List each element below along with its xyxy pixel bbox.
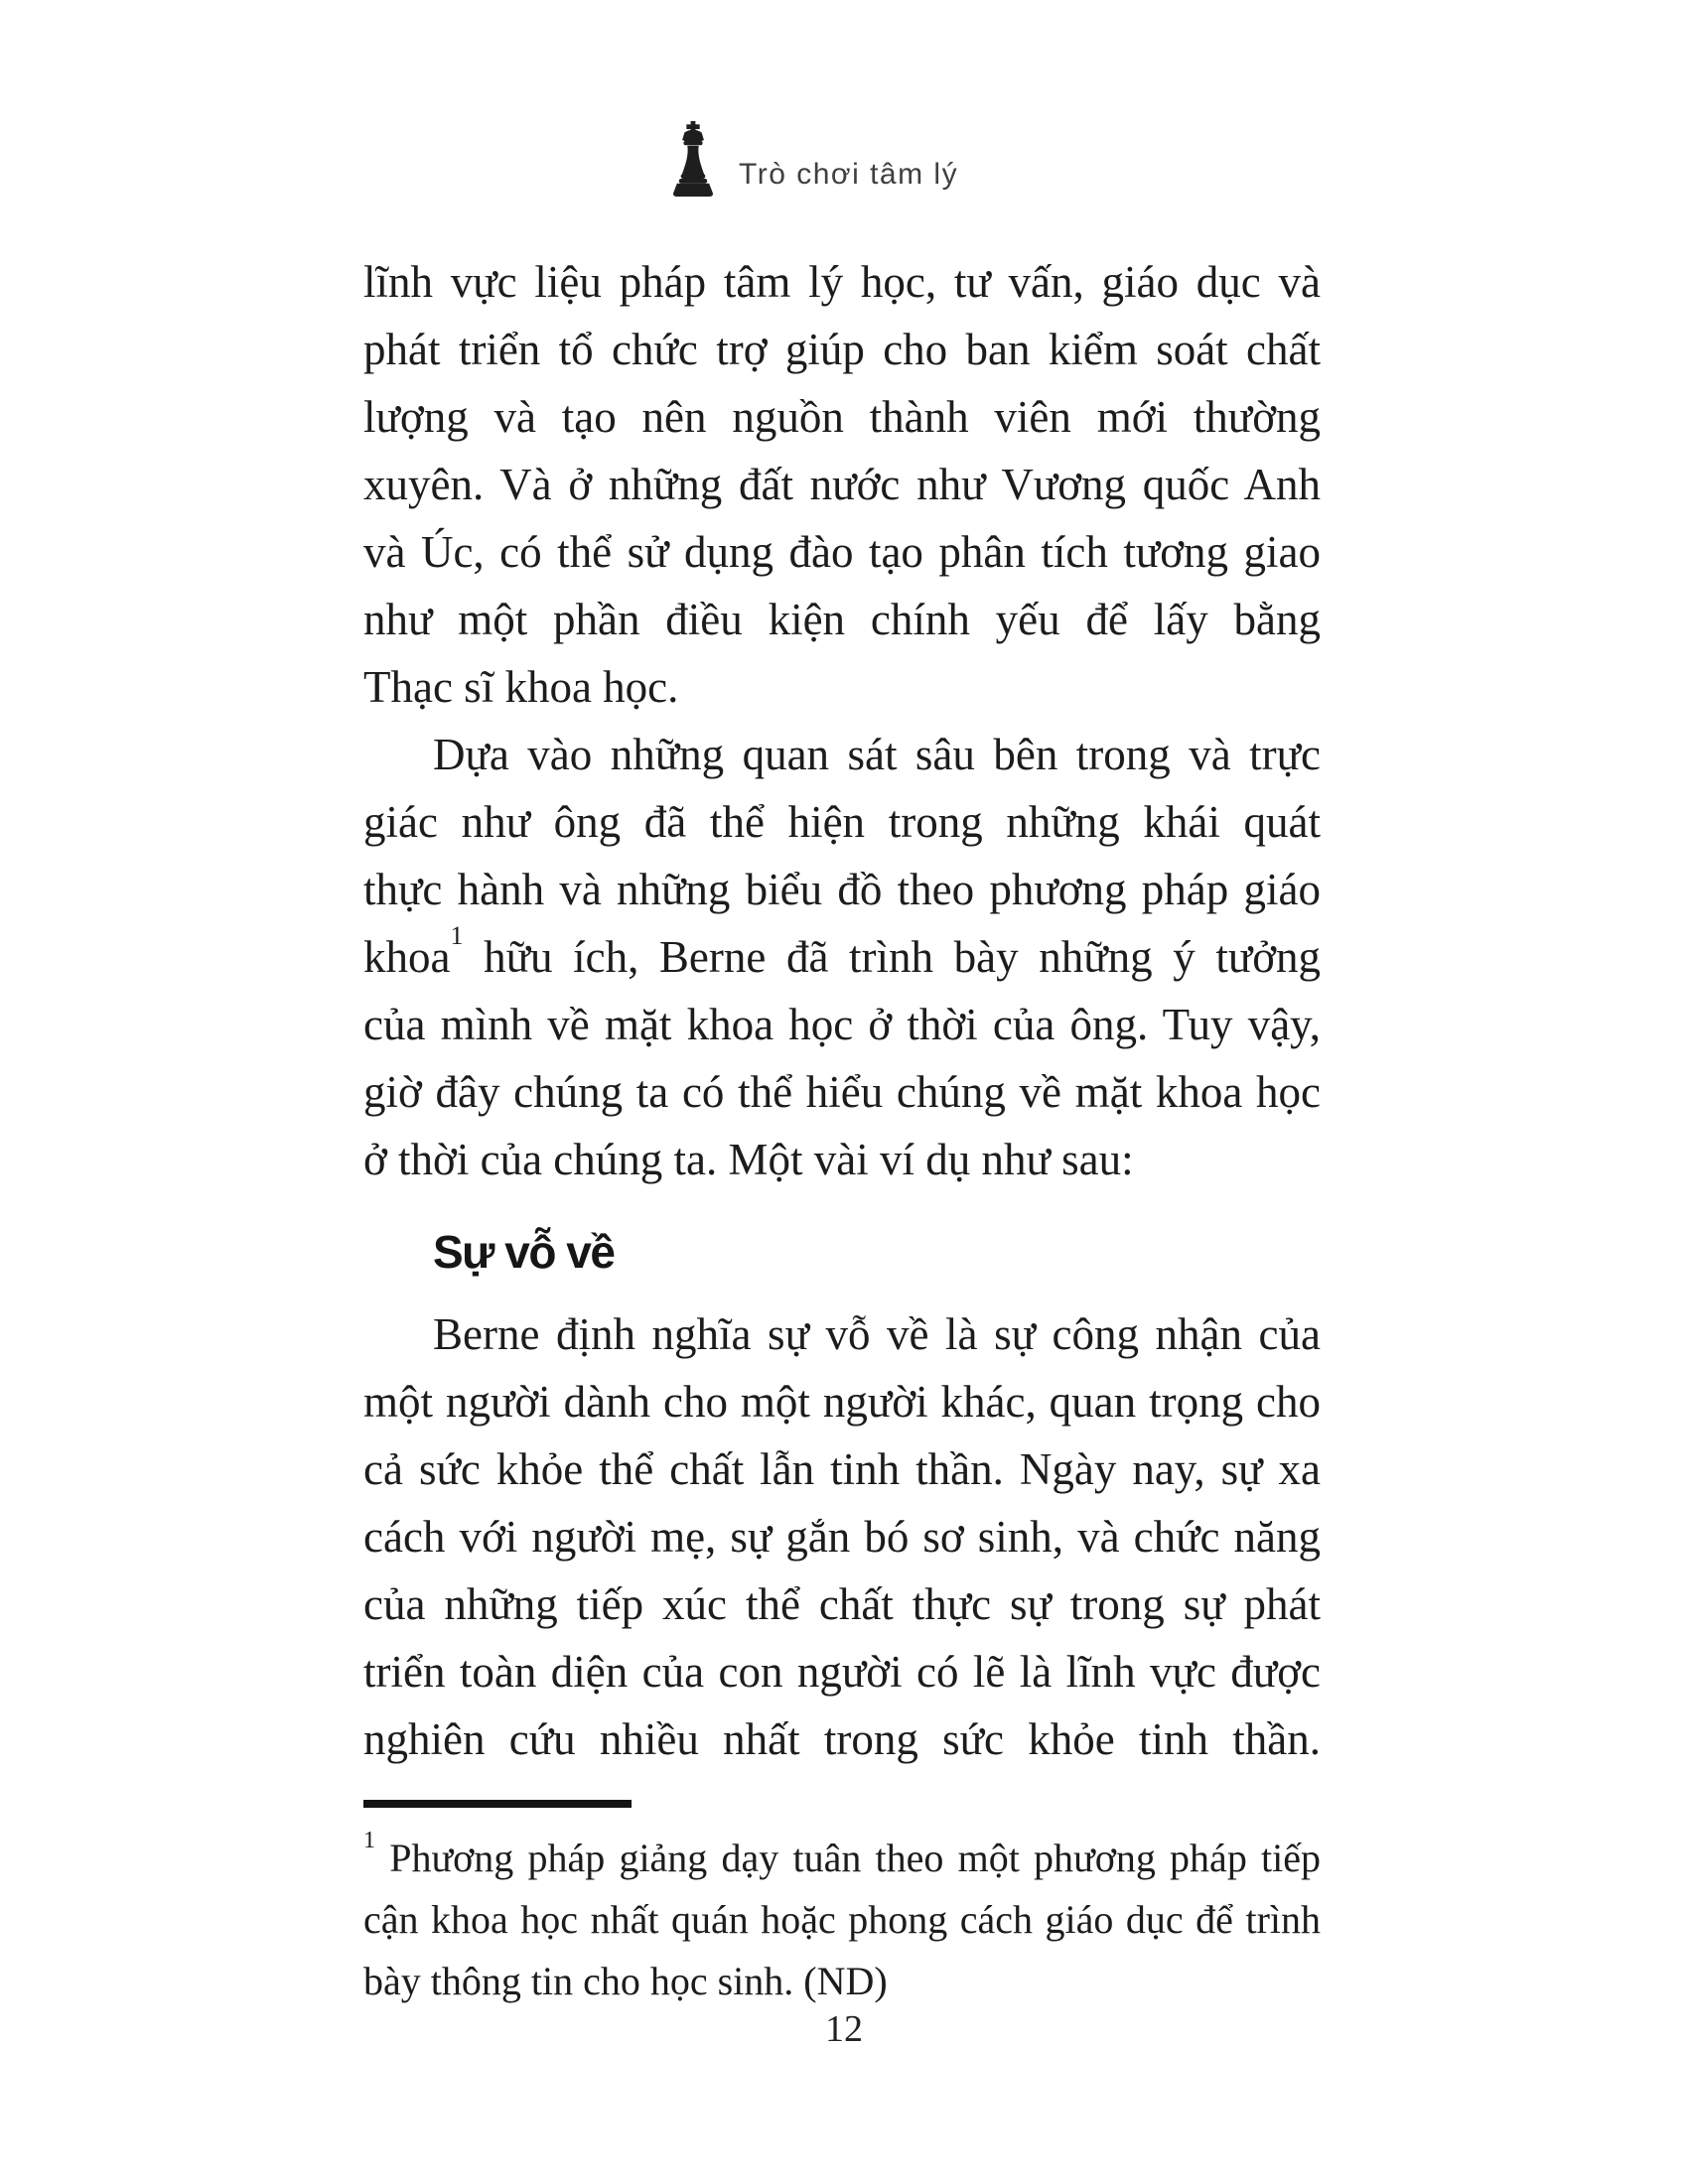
text-line: xuyên. Và ở những đất nước như Vương quốc Anh [363, 460, 1321, 509]
text-line: và Úc, có thể sử dụng đào tạo phân tích tương giao [363, 527, 1321, 577]
paragraph-2 [363, 721, 1321, 1193]
text-line: thực hành và những biểu đồ theo phương pháp giáo [363, 865, 1321, 914]
page-number: 12 [825, 2008, 863, 2050]
text-span: khoa [363, 932, 451, 982]
section-heading: Sự vỗ về [433, 1226, 615, 1278]
paragraph-3 [363, 1300, 1321, 1773]
chess-king-icon [671, 121, 715, 197]
footnote-line [363, 1828, 1321, 1889]
text-line: ở thời của chúng ta. Một vài ví dụ như sau: [363, 1135, 1134, 1184]
footnote-marker: 1 [363, 1828, 375, 1854]
text-line: giác như ông đã thể hiện trong những khái quát [363, 797, 1321, 847]
text-span: hữu ích, Berne đã trình bày những ý tưởng [484, 932, 1322, 982]
footnote [363, 1828, 1321, 2012]
text-line: một người dành cho một người khác, quan trọng cho [363, 1377, 1321, 1427]
text-line: lĩnh vực liệu pháp tâm lý học, tư vấn, giáo dục và [363, 257, 1321, 307]
text-span: Phương pháp giảng dạy tuân theo một phương pháp tiếp [389, 1836, 1321, 1880]
text-line [363, 923, 1321, 991]
text-line: của những tiếp xúc thể chất thực sự trong sự phát [363, 1579, 1321, 1629]
page-header [671, 121, 958, 197]
footnote-line: cận khoa học nhất quán hoặc phong cách giáo dục để trình [363, 1897, 1321, 1942]
text-line: lượng và tạo nên nguồn thành viên mới thường [363, 392, 1321, 442]
text-line: như một phần điều kiện chính yếu để lấy bằng [363, 595, 1321, 644]
text-line: cả sức khỏe thể chất lẫn tinh thần. Ngày nay, sự xa [363, 1444, 1321, 1494]
text-line: giờ đây chúng ta có thể hiểu chúng về mặt khoa học [363, 1067, 1321, 1117]
footnote-line: bày thông tin cho học sinh. (ND) [363, 1959, 888, 2003]
text-line: triển toàn diện của con người có lẽ là lĩnh vực được [363, 1647, 1321, 1697]
text-line: nghiên cứu nhiều nhất trong sức khỏe tinh thần. [363, 1714, 1321, 1764]
text-line: phát triển tổ chức trợ giúp cho ban kiểm soát chất [363, 325, 1321, 374]
running-header-title: Trò chơi tâm lý [739, 158, 959, 191]
footnote-reference-mark: 1 [450, 921, 464, 951]
text-line: cách với người mẹ, sự gắn bó sơ sinh, và chức năng [363, 1512, 1321, 1562]
text-line: Dựa vào những quan sát sâu bên trong và trực [433, 730, 1321, 779]
text-line: Berne định nghĩa sự vỗ về là sự công nhận của [433, 1309, 1321, 1359]
text-line: của mình về mặt khoa học ở thời của ông. Tuy vậy, [363, 1000, 1321, 1049]
paragraph-1 [363, 248, 1321, 721]
footnote-divider [363, 1800, 632, 1808]
text-line: Thạc sĩ khoa học. [363, 662, 679, 712]
